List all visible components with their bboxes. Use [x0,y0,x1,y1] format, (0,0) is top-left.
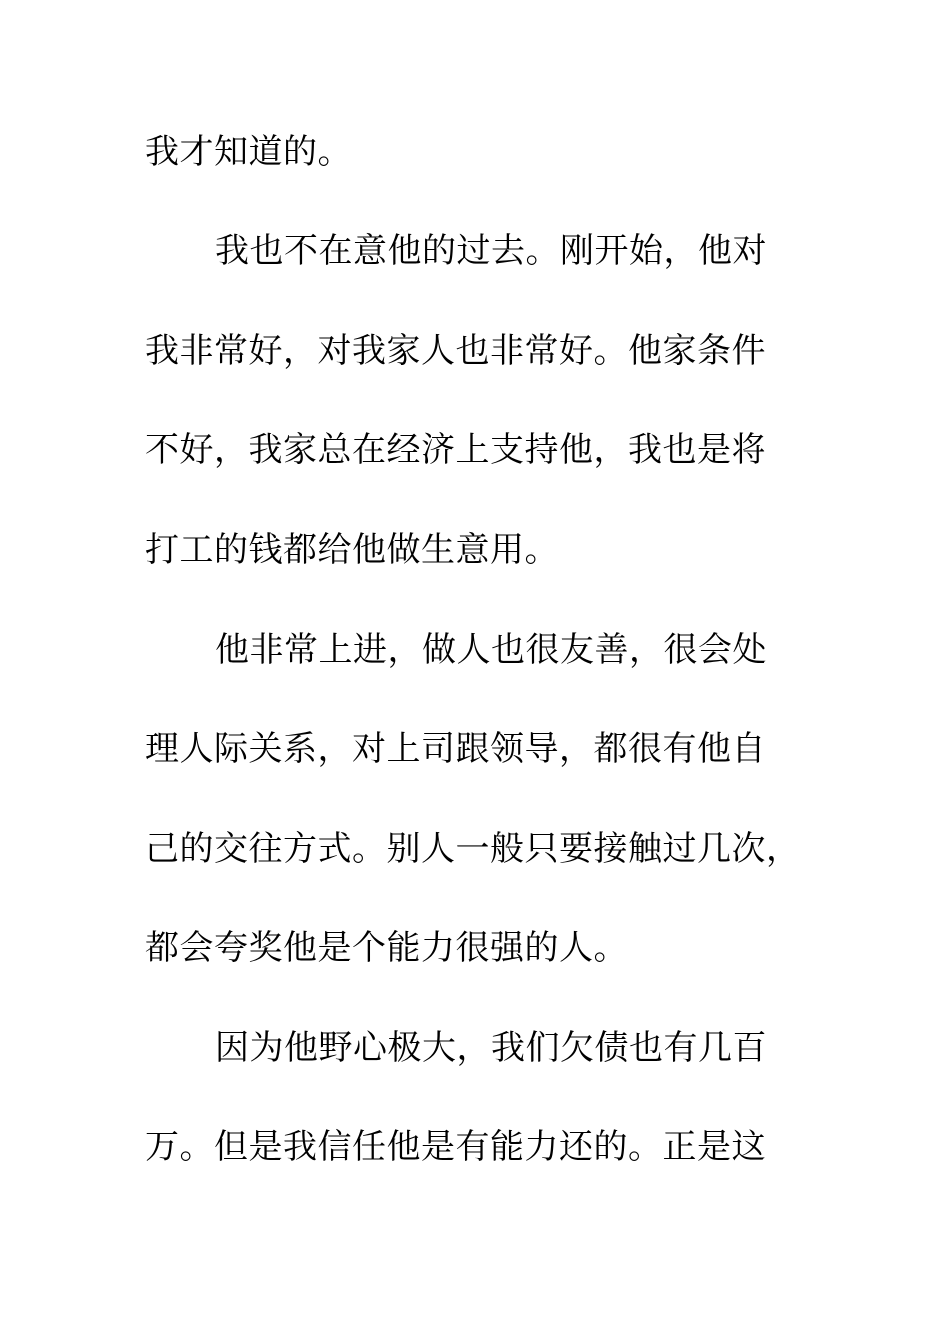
text-line: 我才知道的。 [145,132,352,172]
text-line: 理人际关系，对上司跟领导，都很有他自 [145,729,766,769]
text-line: 我非常好，对我家人也非常好。他家条件 [145,331,766,371]
text-line: 己的交往方式。别人一般只要接触过几次， [145,829,801,869]
paragraph-start-line: 我也不在意他的过去。刚开始，他对 [215,231,767,271]
text-line: 万。但是我信任他是有能力还的。正是这 [145,1127,766,1167]
paragraph-start-line: 他非常上进，做人也很友善，很会处 [215,630,767,670]
text-line: 都会夸奖他是个能力很强的人。 [145,928,628,968]
text-line: 不好，我家总在经济上支持他，我也是将 [145,430,766,470]
paragraph-start-line: 因为他野心极大，我们欠债也有几百 [215,1028,767,1068]
text-line: 打工的钱都给他做生意用。 [145,530,559,570]
